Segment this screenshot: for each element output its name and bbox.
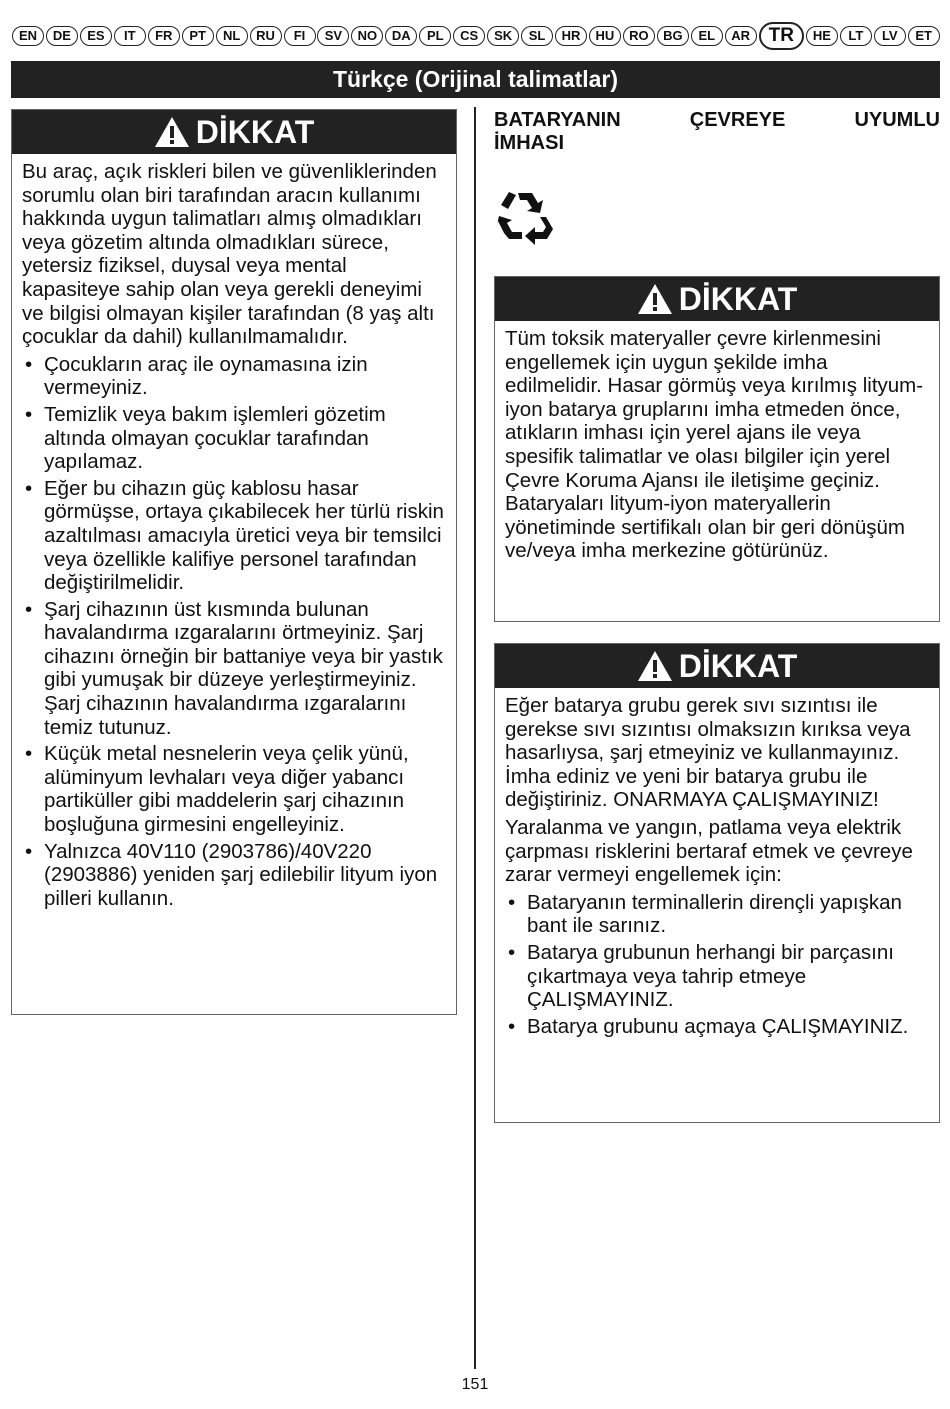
warning-list: [22, 353, 446, 911]
warning-heading: DİKKAT: [678, 280, 798, 317]
list-item: • Temizlik veya bakım işlemleri gözetim altında olmayan çocuklar tarafından yapılamaz.: [22, 403, 446, 474]
lang-fr[interactable]: FR: [148, 26, 180, 46]
lang-lv[interactable]: LV: [874, 26, 906, 46]
warning-text: Tüm toksik materyaller çevre kirlenmesini engellemek için uygun şekilde imha edilmelidir. Hasar görmüş veya kırılmış lityum-iyon batarya gruplarını imha etmeden önce, atıkların imhası için yerel ajans ile veya spesifik talimatlar ve olası bilgiler için yerel Çevre Koruma Ajansı ile iletişime geçiniz. Bataryaları lityum-iyon materyallerin yönetiminde sertifikalı olan bir geri dönüşüm ve/veya imha merkezine götürünüz.: [505, 327, 924, 563]
list-item: • Bataryanın terminallerin dirençli yapışkan bant ile sarınız.: [505, 891, 929, 938]
lang-sl[interactable]: SL: [521, 26, 553, 46]
warning-triangle-icon: [154, 116, 190, 148]
page-title: Türkçe (Orijinal talimatlar): [11, 61, 940, 98]
left-warning-box: [11, 109, 457, 1015]
warning-header: [12, 110, 456, 154]
battery-disposal-title: [494, 109, 940, 155]
warning-header: [495, 644, 939, 688]
lang-bg[interactable]: BG: [657, 26, 689, 46]
warning-heading: DİKKAT: [195, 113, 315, 150]
lang-el[interactable]: EL: [691, 26, 723, 46]
lang-en[interactable]: EN: [12, 26, 44, 46]
lang-nl[interactable]: NL: [216, 26, 248, 46]
page-number: 151: [461, 1376, 489, 1393]
list-item: • Çocukların araç ile oynamasına izin vermeyiniz.: [22, 353, 446, 400]
right-warning-box-1: [494, 276, 940, 622]
lang-ro[interactable]: RO: [623, 26, 655, 46]
warning-list: [505, 891, 929, 1039]
recycle-icon: [494, 187, 556, 249]
lang-ar[interactable]: AR: [725, 26, 757, 46]
lang-da[interactable]: DA: [385, 26, 417, 46]
lang-sk[interactable]: SK: [487, 26, 519, 46]
warning-triangle-icon: [637, 283, 673, 315]
lang-cs[interactable]: CS: [453, 26, 485, 46]
warning-intro: Bu araç, açık riskleri bilen ve güvenliklerinden sorumlu olan biri tarafından aracın kullanımı hakkında uygun talimatları almış olmadıkları veya gözetim altında olmadıkları sürece, yetersiz fiziksel, duysal veya mental kapasiteye sahip olan veya gerekli deneyimi ve bilgisi olmayan kişiler tarafından (8 yaş altı çocuklar da dahil) kullanılmamalıdır.: [22, 160, 437, 349]
warning-body: [12, 154, 456, 923]
warning-header: [495, 277, 939, 321]
right-warning-box-2: [494, 643, 940, 1123]
warning-heading: DİKKAT: [678, 647, 798, 684]
language-bar: [12, 24, 940, 48]
section-title-line-1: BATARYANIN ÇEVREYE UYUMLU: [494, 109, 940, 131]
lang-pl[interactable]: PL: [419, 26, 451, 46]
warning-triangle-icon: [637, 650, 673, 682]
section-title-line-2: İMHASI: [494, 132, 564, 154]
list-item: • Batarya grubunun herhangi bir parçasını çıkartmaya veya tahrip etmeye ÇALIŞMAYINIZ.: [505, 941, 929, 1012]
list-item: • Küçük metal nesnelerin veya çelik yünü, alüminyum levhaları veya diğer yabancı partiküller gibi maddelerin şarj cihazının boşluğuna girmesini engelleyiniz.: [22, 742, 446, 836]
lang-hr[interactable]: HR: [555, 26, 587, 46]
lang-tr-active[interactable]: TR: [759, 22, 804, 50]
lang-et[interactable]: ET: [908, 26, 940, 46]
list-item: • Şarj cihazının üst kısmında bulunan havalandırma ızgaralarını örtmeyiniz. Şarj cihazını örneğin bir battaniye veya bir yastık gibi yumuşak bir düzeye yerleştirmeyiniz. Şarj cihazının havalandırma ızgaralarını temiz tutunuz.: [22, 598, 446, 740]
lang-lt[interactable]: LT: [840, 26, 872, 46]
lang-he[interactable]: HE: [806, 26, 838, 46]
list-item: • Yalnızca 40V110 (2903786)/40V220 (2903886) yeniden şarj edilebilir lityum iyon pilleri kullanın.: [22, 840, 446, 911]
list-item: • Batarya grubunu açmaya ÇALIŞMAYINIZ.: [505, 1015, 929, 1039]
lang-de[interactable]: DE: [46, 26, 78, 46]
lang-pt[interactable]: PT: [182, 26, 214, 46]
lang-no[interactable]: NO: [351, 26, 383, 46]
warning-body: [495, 688, 939, 1051]
lang-sv[interactable]: SV: [317, 26, 349, 46]
column-divider: [474, 107, 476, 1369]
lang-fi[interactable]: FI: [284, 26, 316, 46]
lang-es[interactable]: ES: [80, 26, 112, 46]
warning-body: [495, 321, 939, 577]
list-item: • Eğer bu cihazın güç kablosu hasar görmüşse, ortaya çıkabilecek her türlü riskin azaltılması amacıyla üretici veya bir temsilci veya özellikle kalifiye personel tarafından değiştirilmelidir.: [22, 477, 446, 595]
warning-paragraph-2: Yaralanma ve yangın, patlama veya elektrik çarpması risklerini bertaraf etmek ve çevreye zarar vermeyi engellemek için:: [505, 815, 913, 887]
warning-paragraph-1: Eğer batarya grubu gerek sıvı sızıntısı ile gerekse sıvı sızıntısı olmaksızın kırıksa veya hasarlıysa, şarj etmeyiniz ve kullanmayınız. İmha ediniz ve yeni bir batarya grubu ile değiştiriniz. ONARMAYA ÇALIŞMAYINIZ!: [505, 694, 911, 812]
lang-it[interactable]: IT: [114, 26, 146, 46]
lang-ru[interactable]: RU: [250, 26, 282, 46]
lang-hu[interactable]: HU: [589, 26, 621, 46]
